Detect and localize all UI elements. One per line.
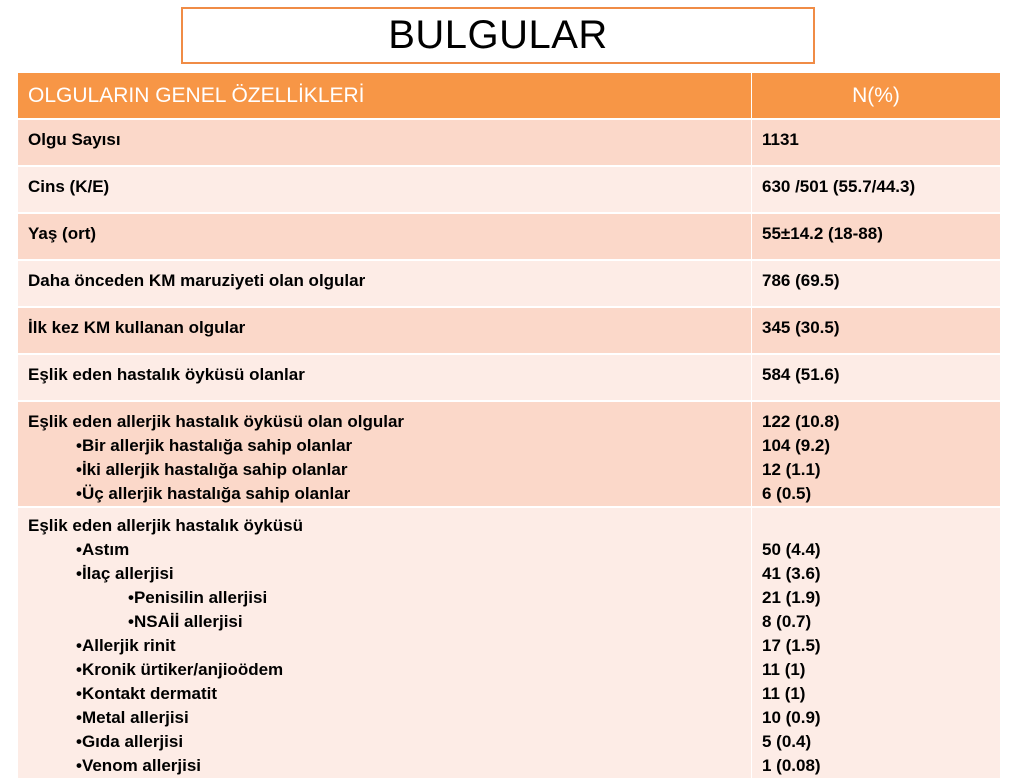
sub-item-label: •Kontakt dermatit: [76, 684, 218, 703]
table-row: [18, 119, 1001, 166]
row-value: 122 (10.8): [762, 412, 840, 431]
header-feature: OLGULARIN GENEL ÖZELLİKLERİ: [18, 73, 752, 120]
row-value: 345 (30.5): [752, 307, 1001, 354]
row-label: Eşlik eden allerjik hastalık öyküsü olan olgular: [28, 412, 405, 431]
row-label-cell: [18, 401, 752, 507]
sub-item-value: 41 (3.6): [762, 564, 821, 583]
sub-item-label: •Gıda allerjisi: [76, 732, 184, 751]
slide-title: BULGULAR: [388, 13, 608, 57]
sub-item-label: •İlaç allerjisi: [76, 564, 174, 583]
sub-item-label: •Metal allerjisi: [76, 708, 189, 727]
row-value: 1131: [752, 119, 1001, 166]
table-row-allergic-history: [18, 507, 1001, 779]
slide-title-box: [181, 7, 815, 64]
row-value-cell: [752, 507, 1001, 779]
table-header-row: [18, 73, 1001, 120]
sub-item-label: •Venom allerjisi: [76, 756, 202, 775]
row-label: Olgu Sayısı: [18, 119, 752, 166]
sub-item-label: •Allerjik rinit: [76, 636, 176, 655]
findings-table: [17, 72, 1001, 779]
sub-item-value: 11 (1): [762, 660, 806, 679]
sub-item-label: •Üç allerjik hastalığa sahip olanlar: [76, 484, 351, 503]
table-row: [18, 260, 1001, 307]
sub-item-value: 104 (9.2): [762, 436, 831, 455]
sub-item-value: 5 (0.4): [762, 732, 812, 751]
row-label: Cins (K/E): [18, 166, 752, 213]
row-label-cell: [18, 507, 752, 779]
table-row-allergic-patients: [18, 401, 1001, 507]
row-label: Yaş (ort): [18, 213, 752, 260]
sub-item-value: 1 (0.08): [762, 756, 821, 775]
table-row: [18, 166, 1001, 213]
row-label: Eşlik eden allerjik hastalık öyküsü: [28, 516, 303, 535]
sub-item-value: 8 (0.7): [762, 612, 812, 631]
table-row: [18, 354, 1001, 401]
sub-item-value: 17 (1.5): [762, 636, 821, 655]
row-label: İlk kez KM kullanan olgular: [18, 307, 752, 354]
sub-item-value: 12 (1.1): [762, 460, 821, 479]
sub-item-value: 50 (4.4): [762, 540, 821, 559]
sub-item-value: 11 (1): [762, 684, 806, 703]
sub-sub-item-label: •NSAİİ allerjisi: [128, 612, 243, 631]
sub-item-label: •Kronik ürtiker/anjioödem: [76, 660, 284, 679]
sub-item-label: •Bir allerjik hastalığa sahip olanlar: [76, 436, 353, 455]
row-value: 55±14.2 (18-88): [752, 213, 1001, 260]
table-row: [18, 213, 1001, 260]
spacer: [762, 514, 1000, 538]
row-value: 786 (69.5): [752, 260, 1001, 307]
table-row: [18, 307, 1001, 354]
header-n-percent: N(%): [752, 73, 1001, 120]
sub-item-value: 21 (1.9): [762, 588, 821, 607]
row-label: Daha önceden KM maruziyeti olan olgular: [18, 260, 752, 307]
sub-item-label: •İki allerjik hastalığa sahip olanlar: [76, 460, 348, 479]
sub-item-label: •Astım: [76, 540, 130, 559]
sub-item-value: 6 (0.5): [762, 484, 812, 503]
row-value-cell: [752, 401, 1001, 507]
row-value: 630 /501 (55.7/44.3): [752, 166, 1001, 213]
row-label: Eşlik eden hastalık öyküsü olanlar: [18, 354, 752, 401]
sub-sub-item-label: •Penisilin allerjisi: [128, 588, 268, 607]
sub-item-value: 10 (0.9): [762, 708, 821, 727]
row-value: 584 (51.6): [752, 354, 1001, 401]
